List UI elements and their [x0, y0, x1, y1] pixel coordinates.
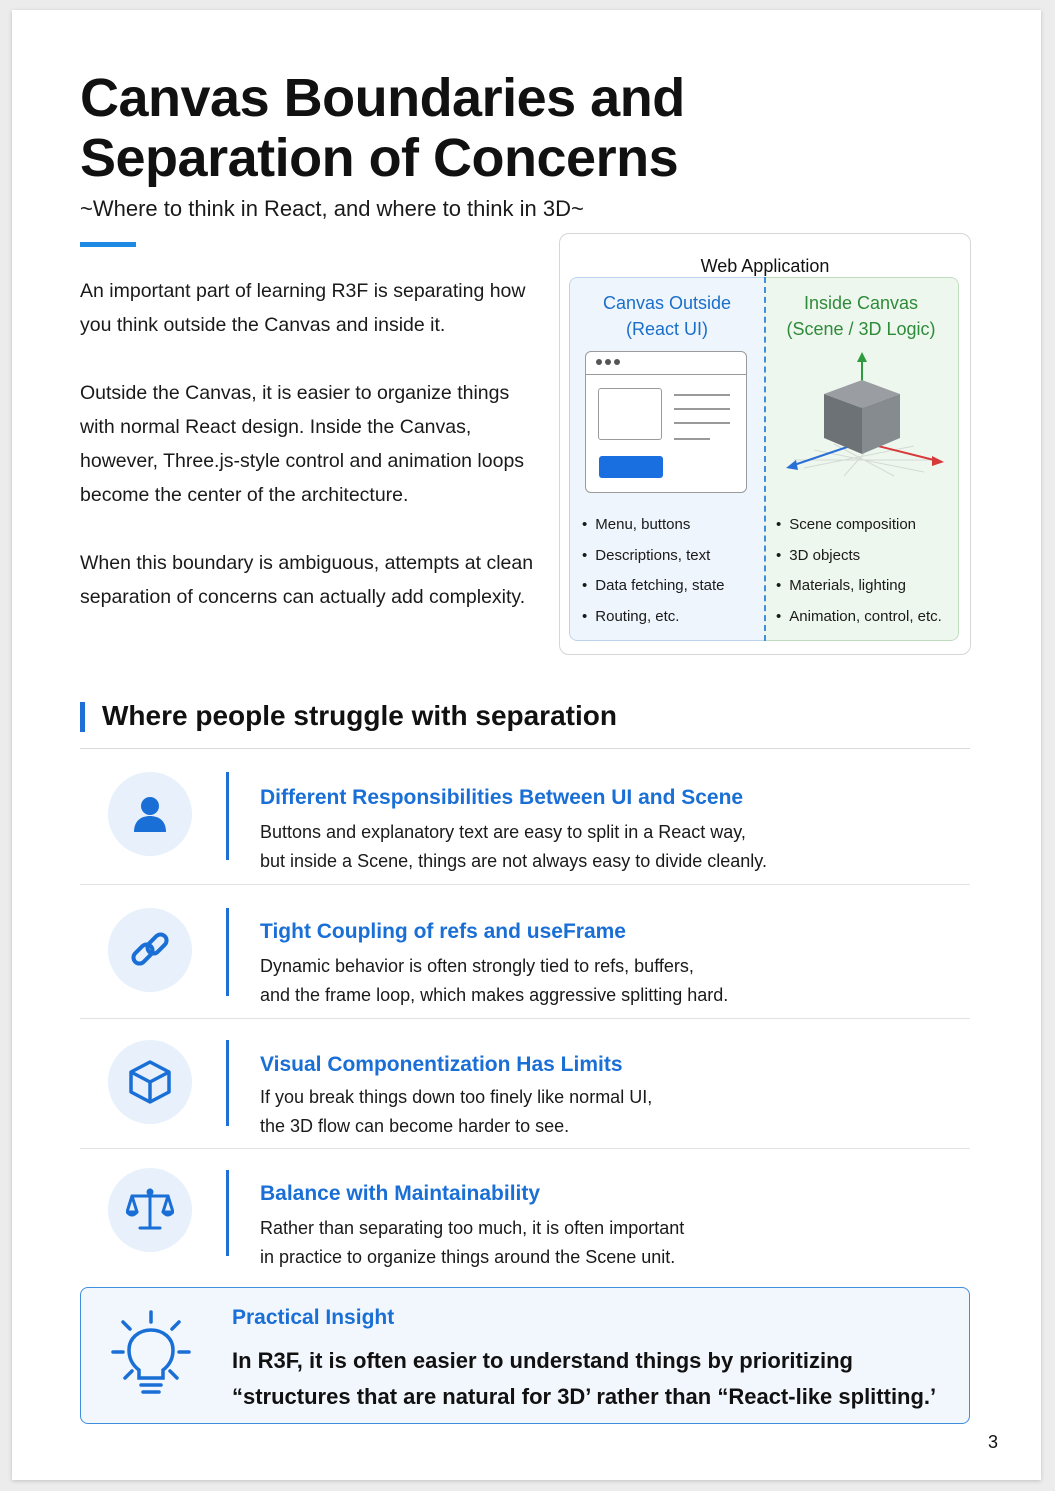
react-ui-heading: [570, 290, 764, 342]
intro-paragraph: When this boundary is ambiguous, attempts at clean separation of concerns can actually add complexity.: [80, 552, 534, 608]
diagram-title: Web Application: [700, 256, 830, 276]
list-item: [80, 1148, 970, 1278]
architecture-diagram: [559, 233, 971, 655]
intro-text: [80, 274, 540, 648]
scene-list: [776, 510, 942, 632]
item-accent-bar: [226, 1040, 229, 1126]
item-description: Dynamic behavior is often strongly tied to refs, buffers, and the frame loop, which makes aggressive splitting hard.: [260, 956, 729, 1005]
intro-paragraph: Outside the Canvas, it is easier to organize things with normal React design. Inside the Canvas, however, Three.js-style control and animation loops become the center of the architecture.: [80, 382, 525, 506]
section-accent-bar: [80, 702, 85, 732]
item-description: If you break things down too finely like normal UI, the 3D flow can become harder to see.: [260, 1087, 653, 1136]
insight-box: [80, 1287, 970, 1424]
scene-heading: [764, 290, 958, 342]
list-item: • Data fetching, state: [582, 571, 725, 602]
react-ui-heading-line2: (React UI): [625, 319, 708, 339]
react-ui-panel: [569, 277, 764, 641]
list-item: • Menu, buttons: [582, 510, 725, 541]
insight-text: In R3F, it is often easier to understand things by prioritizing “structures that are natural for 3D’ rather than “React-like splitting.’: [232, 1348, 937, 1409]
cube-icon: [108, 1040, 192, 1124]
page-number: 3: [988, 1432, 999, 1452]
scene-panel: [764, 277, 959, 641]
list-item: • Descriptions, text: [582, 541, 725, 572]
item-title: Different Responsibilities Between UI and Scene: [260, 786, 744, 809]
browser-content-box: [598, 388, 662, 440]
insight-title: Practical Insight: [232, 1306, 395, 1329]
lightbulb-icon: [109, 1308, 193, 1400]
browser-button-shape: [599, 456, 663, 478]
scale-icon: [108, 1168, 192, 1252]
item-accent-bar: [226, 1170, 229, 1256]
diagram-body: [569, 277, 959, 641]
link-icon: [108, 908, 192, 992]
list-item: • Routing, etc.: [582, 602, 725, 633]
list-item: • Animation, control, etc.: [776, 602, 942, 633]
item-description: Rather than separating too much, it is often important in practice to organize things around the Scene unit.: [260, 1218, 685, 1267]
scene-heading-line1: Inside Canvas: [803, 293, 919, 313]
canvas-boundary-divider: [764, 277, 766, 641]
item-accent-bar: [226, 772, 229, 860]
list-item: [80, 1018, 970, 1149]
browser-title-bar: [586, 352, 746, 375]
item-accent-bar: [226, 908, 229, 996]
cube-axes-icon: [774, 350, 949, 480]
item-title: Balance with Maintainability: [260, 1182, 541, 1205]
browser-window-icon: [585, 351, 747, 493]
list-item: [80, 884, 970, 1019]
section-header: [80, 700, 970, 749]
item-description: Buttons and explanatory text are easy to split in a React way, but inside a Scene, things are not always easy to divide cleanly.: [260, 822, 767, 871]
user-icon: [108, 772, 192, 856]
item-title: Tight Coupling of refs and useFrame: [260, 920, 626, 943]
react-ui-heading-line1: Canvas Outside: [602, 293, 732, 313]
react-ui-list: [582, 510, 725, 632]
section-title: Where people struggle with separation: [102, 700, 617, 731]
item-title: Visual Componentization Has Limits: [260, 1053, 623, 1076]
list-item: [80, 750, 970, 885]
list-item: • Materials, lighting: [776, 571, 942, 602]
list-item: • 3D objects: [776, 541, 942, 572]
accent-rule: [80, 242, 136, 247]
page-title: Canvas Boundaries and Separation of Concerns: [80, 68, 685, 188]
list-item: • Scene composition: [776, 510, 942, 541]
scene-heading-line2: (Scene / 3D Logic): [786, 319, 936, 339]
document-page: [12, 10, 1041, 1480]
page-subtitle: ~Where to think in React, and where to think in 3D~: [80, 196, 584, 221]
intro-paragraph: An important part of learning R3F is separating how you think outside the Canvas and inside it.: [80, 280, 526, 336]
